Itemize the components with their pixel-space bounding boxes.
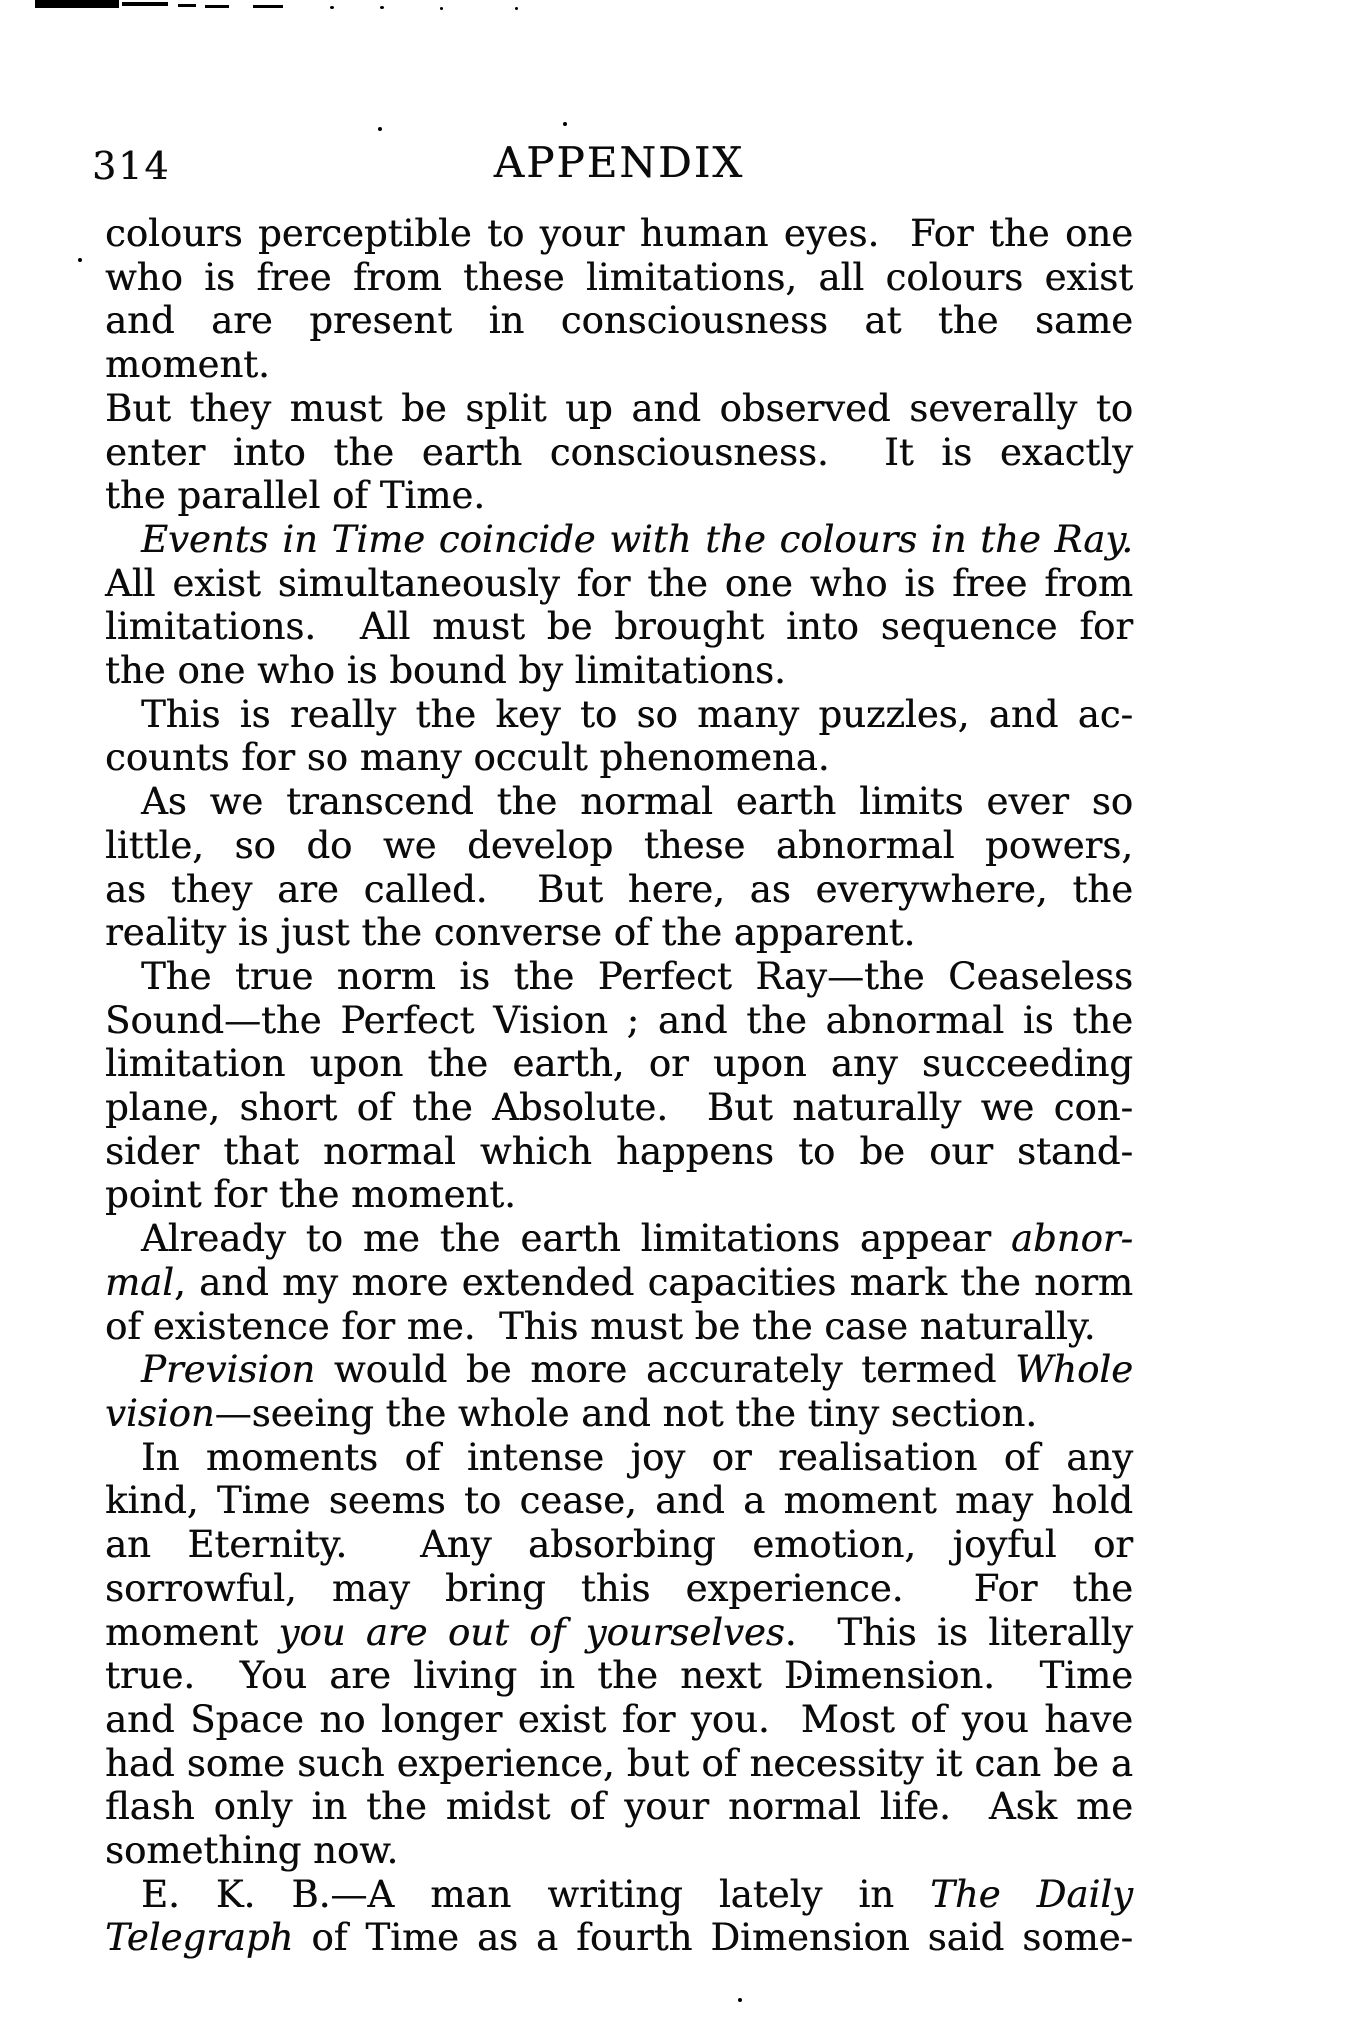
scan-artifact bbox=[35, 0, 119, 8]
text-run: limitation upon the earth, or upon any succeeding bbox=[105, 1042, 1133, 1086]
running-title: APPENDIX bbox=[493, 138, 745, 187]
scan-speck bbox=[440, 7, 443, 10]
text-run: the parallel of Time. bbox=[105, 474, 485, 518]
text-run: —seeing the whole and not the tiny section. bbox=[214, 1391, 1037, 1435]
page-number: 314 bbox=[92, 144, 171, 188]
text-run: something now. bbox=[105, 1829, 399, 1873]
text-line bbox=[105, 736, 1133, 780]
text-run: had some such experience, but of necessity it can be a bbox=[105, 1741, 1133, 1785]
text-line bbox=[105, 1261, 1133, 1305]
text-line bbox=[105, 299, 1145, 387]
text-run: E. K. B.—A man writing lately in bbox=[141, 1872, 931, 1916]
text-run: point for the moment. bbox=[105, 1173, 516, 1217]
body-text bbox=[105, 212, 1145, 1960]
text-run: as they are called. But here, as everywhere, the bbox=[105, 867, 1133, 911]
text-line bbox=[105, 1654, 1133, 1698]
text-line bbox=[105, 824, 1133, 868]
text-line bbox=[105, 1611, 1133, 1655]
text-line bbox=[105, 431, 1133, 475]
text-run: , and my more extended capacities mark the norm bbox=[173, 1260, 1133, 1304]
text-run: true. You are living in the next Dimension. Time bbox=[105, 1654, 1133, 1698]
text-run: limitations. All must be brought into sequence for bbox=[105, 605, 1133, 649]
text-run: The true norm is the Perfect Ray—the Ceaseless bbox=[141, 954, 1133, 998]
text-run: and Space no longer exist for you. Most of you have bbox=[105, 1697, 1133, 1741]
text-run: Sound—the Perfect Vision ; and the abnormal is the bbox=[105, 998, 1133, 1042]
text-line bbox=[105, 780, 1133, 824]
text-line bbox=[105, 1348, 1133, 1392]
text-line bbox=[105, 1567, 1133, 1611]
text-line bbox=[105, 693, 1133, 737]
text-run: In moments of intense joy or realisation of any bbox=[141, 1435, 1133, 1479]
text-run: sider that normal which happens to be our stand- bbox=[105, 1129, 1133, 1173]
scan-artifact bbox=[253, 5, 283, 8]
text-line bbox=[105, 1392, 1133, 1436]
scan-speck bbox=[563, 122, 567, 126]
text-line bbox=[105, 1698, 1133, 1742]
text-run: moment bbox=[105, 1610, 279, 1654]
text-run: the one who is bound by limitations. bbox=[105, 649, 786, 693]
text-run: of Time as a fourth Dimension said some- bbox=[293, 1916, 1133, 1960]
text-run: counts for so many occult phenomena. bbox=[105, 736, 830, 780]
scan-speck bbox=[78, 258, 82, 262]
italic-run: vision bbox=[105, 1391, 215, 1435]
text-line bbox=[105, 387, 1133, 431]
scan-speck bbox=[380, 6, 384, 9]
text-line bbox=[105, 1217, 1133, 1261]
text-run: . This is literally bbox=[784, 1610, 1133, 1654]
text-line bbox=[105, 1785, 1133, 1829]
text-run: of existence for me. This must be the case naturally. bbox=[105, 1304, 1096, 1348]
text-line bbox=[105, 1305, 1133, 1349]
text-line bbox=[105, 256, 1133, 300]
italic-run: Events in Time coincide with the colours in the Ray. bbox=[141, 517, 1133, 561]
text-run: plane, short of the Absolute. But naturally we con- bbox=[105, 1086, 1133, 1130]
text-line bbox=[105, 1829, 1133, 1873]
text-line bbox=[105, 1479, 1133, 1523]
text-run: colours perceptible to your human eyes. For the one bbox=[105, 212, 1133, 255]
italic-run: abnor- bbox=[1010, 1217, 1133, 1261]
text-run: But they must be split up and observed severally to bbox=[105, 386, 1133, 430]
text-run: flash only in the midst of your normal life. Ask me bbox=[105, 1785, 1133, 1829]
scan-speck bbox=[378, 127, 382, 131]
text-line bbox=[105, 955, 1133, 999]
text-run: and are present in consciousness at the same moment. bbox=[105, 299, 1145, 387]
text-line bbox=[105, 562, 1133, 606]
text-line bbox=[105, 649, 1133, 693]
text-line bbox=[105, 868, 1133, 912]
text-line bbox=[105, 1436, 1133, 1480]
text-run: All exist simultaneously for the one who is free from bbox=[105, 561, 1133, 605]
text-run: This is really the key to so many puzzles, and ac- bbox=[141, 692, 1133, 736]
text-line bbox=[105, 1042, 1133, 1086]
text-line bbox=[105, 911, 1133, 955]
text-line bbox=[105, 1523, 1133, 1567]
text-run: would be more accurately termed bbox=[315, 1348, 1016, 1392]
text-line bbox=[105, 1130, 1133, 1174]
text-line bbox=[105, 1086, 1133, 1130]
text-run: who is free from these limitations, all colours exist bbox=[105, 255, 1133, 299]
italic-run: mal bbox=[105, 1260, 174, 1304]
italic-run: The Daily bbox=[930, 1872, 1133, 1916]
italic-run: Prevision bbox=[141, 1348, 316, 1392]
text-line bbox=[105, 1173, 1133, 1217]
text-run: little, so do we develop these abnormal powers, bbox=[105, 823, 1133, 867]
text-run: enter into the earth consciousness. It is exactly bbox=[105, 430, 1133, 474]
text-line bbox=[105, 1742, 1133, 1786]
scan-artifact bbox=[122, 2, 168, 6]
scan-speck bbox=[515, 7, 518, 10]
scan-artifact bbox=[178, 4, 196, 7]
scan-speck bbox=[738, 1998, 742, 2002]
text-line bbox=[105, 605, 1133, 649]
text-run: sorrowful, may bring this experience. For the bbox=[105, 1566, 1133, 1610]
text-run: an Eternity. Any absorbing emotion, joyful or bbox=[105, 1523, 1133, 1567]
text-line bbox=[105, 1873, 1133, 1917]
italic-run: you are out of yourselves bbox=[278, 1610, 785, 1654]
text-line bbox=[105, 1916, 1133, 1960]
text-line bbox=[105, 474, 1133, 518]
text-run: As we transcend the normal earth limits ever so bbox=[141, 780, 1133, 824]
scan-speck bbox=[330, 6, 334, 9]
text-line bbox=[105, 212, 1133, 256]
text-line bbox=[105, 518, 1133, 562]
italic-run: Whole bbox=[1015, 1348, 1133, 1392]
text-run: Already to me the earth limitations appear bbox=[141, 1217, 1011, 1261]
scan-artifact bbox=[205, 5, 229, 8]
text-run: reality is just the converse of the apparent. bbox=[105, 911, 916, 955]
italic-run: Telegraph bbox=[105, 1916, 294, 1960]
text-run: kind, Time seems to cease, and a moment may hold bbox=[105, 1479, 1133, 1523]
text-line bbox=[105, 999, 1133, 1043]
